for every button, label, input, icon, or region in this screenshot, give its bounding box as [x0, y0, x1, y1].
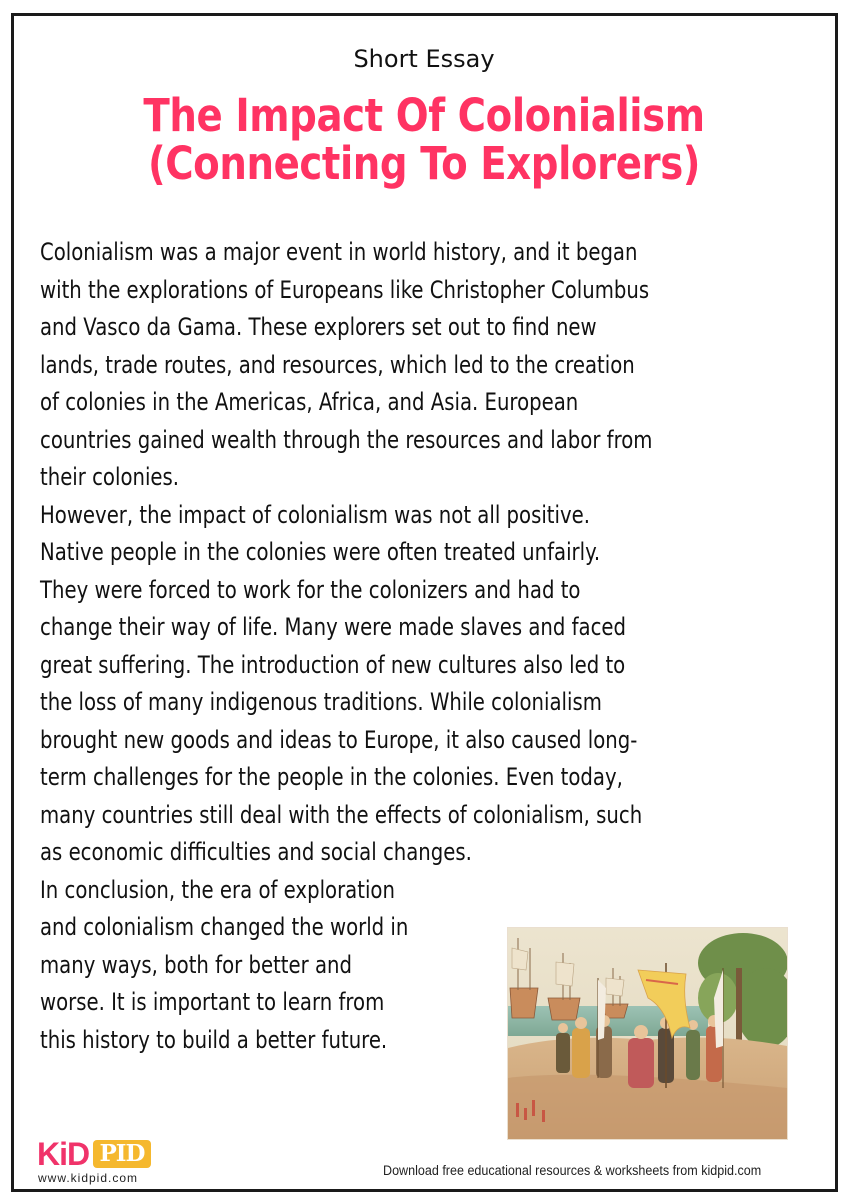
page-title: [0, 89, 848, 190]
essay-type-label: Short Essay: [353, 45, 495, 73]
title-line-1: The Impact Of Colonialism: [143, 89, 705, 142]
text-line: this history to build a better future.: [40, 1025, 388, 1054]
text-line: great suffering. The introduction of new cultures also led to: [40, 650, 626, 679]
text-line: Colonialism was a major event in world history, and it began: [40, 238, 638, 266]
text-line: with the explorations of Europeans like Christopher Columbus: [40, 275, 650, 304]
text-line: worse. It is important to learn from: [40, 988, 385, 1016]
title-line-2: (Connecting To Explorers): [147, 137, 701, 190]
text-line: the loss of many indigenous traditions. While colonialism: [40, 688, 602, 716]
text-line: In conclusion, the era of exploration: [40, 875, 395, 904]
text-line: many countries still deal with the effects of colonialism, such: [40, 800, 643, 829]
footer-download-note: Download free educational resources & worksheets from kidpid.com: [383, 1163, 762, 1178]
paragraph-impact: [40, 497, 800, 872]
text-line: term challenges for the people in the colonies. Even today,: [40, 763, 623, 791]
text-line: lands, trade routes, and resources, which led to the creation: [40, 350, 635, 379]
text-line: their colonies.: [40, 463, 180, 491]
paragraph-introduction: [40, 234, 800, 497]
logo-pid-badge: PID: [93, 1140, 151, 1168]
logo-kid-text: KiD: [37, 1136, 90, 1172]
text-line: brought new goods and ideas to Europe, it also caused long-: [40, 725, 638, 754]
text-line: They were forced to work for the colonizers and had to: [40, 575, 581, 604]
text-line: countries gained wealth through the resources and labor from: [40, 425, 653, 454]
website-url-link[interactable]: www.kidpid.com: [38, 1171, 139, 1185]
text-line: and colonialism changed the world in: [40, 913, 409, 941]
text-line: change their way of life. Many were made slaves and faced: [40, 613, 627, 641]
text-line: many ways, both for better and: [40, 950, 352, 979]
text-line: Native people in the colonies were often treated unfairly.: [40, 538, 601, 566]
text-line: of colonies in the Americas, Africa, and Asia. European: [40, 388, 579, 416]
text-line: as economic difficulties and social changes.: [40, 838, 472, 866]
text-line: However, the impact of colonialism was not all positive.: [40, 500, 591, 529]
text-line: and Vasco da Gama. These explorers set out to find new: [40, 313, 597, 341]
columbus-landing-illustration: [507, 927, 788, 1140]
